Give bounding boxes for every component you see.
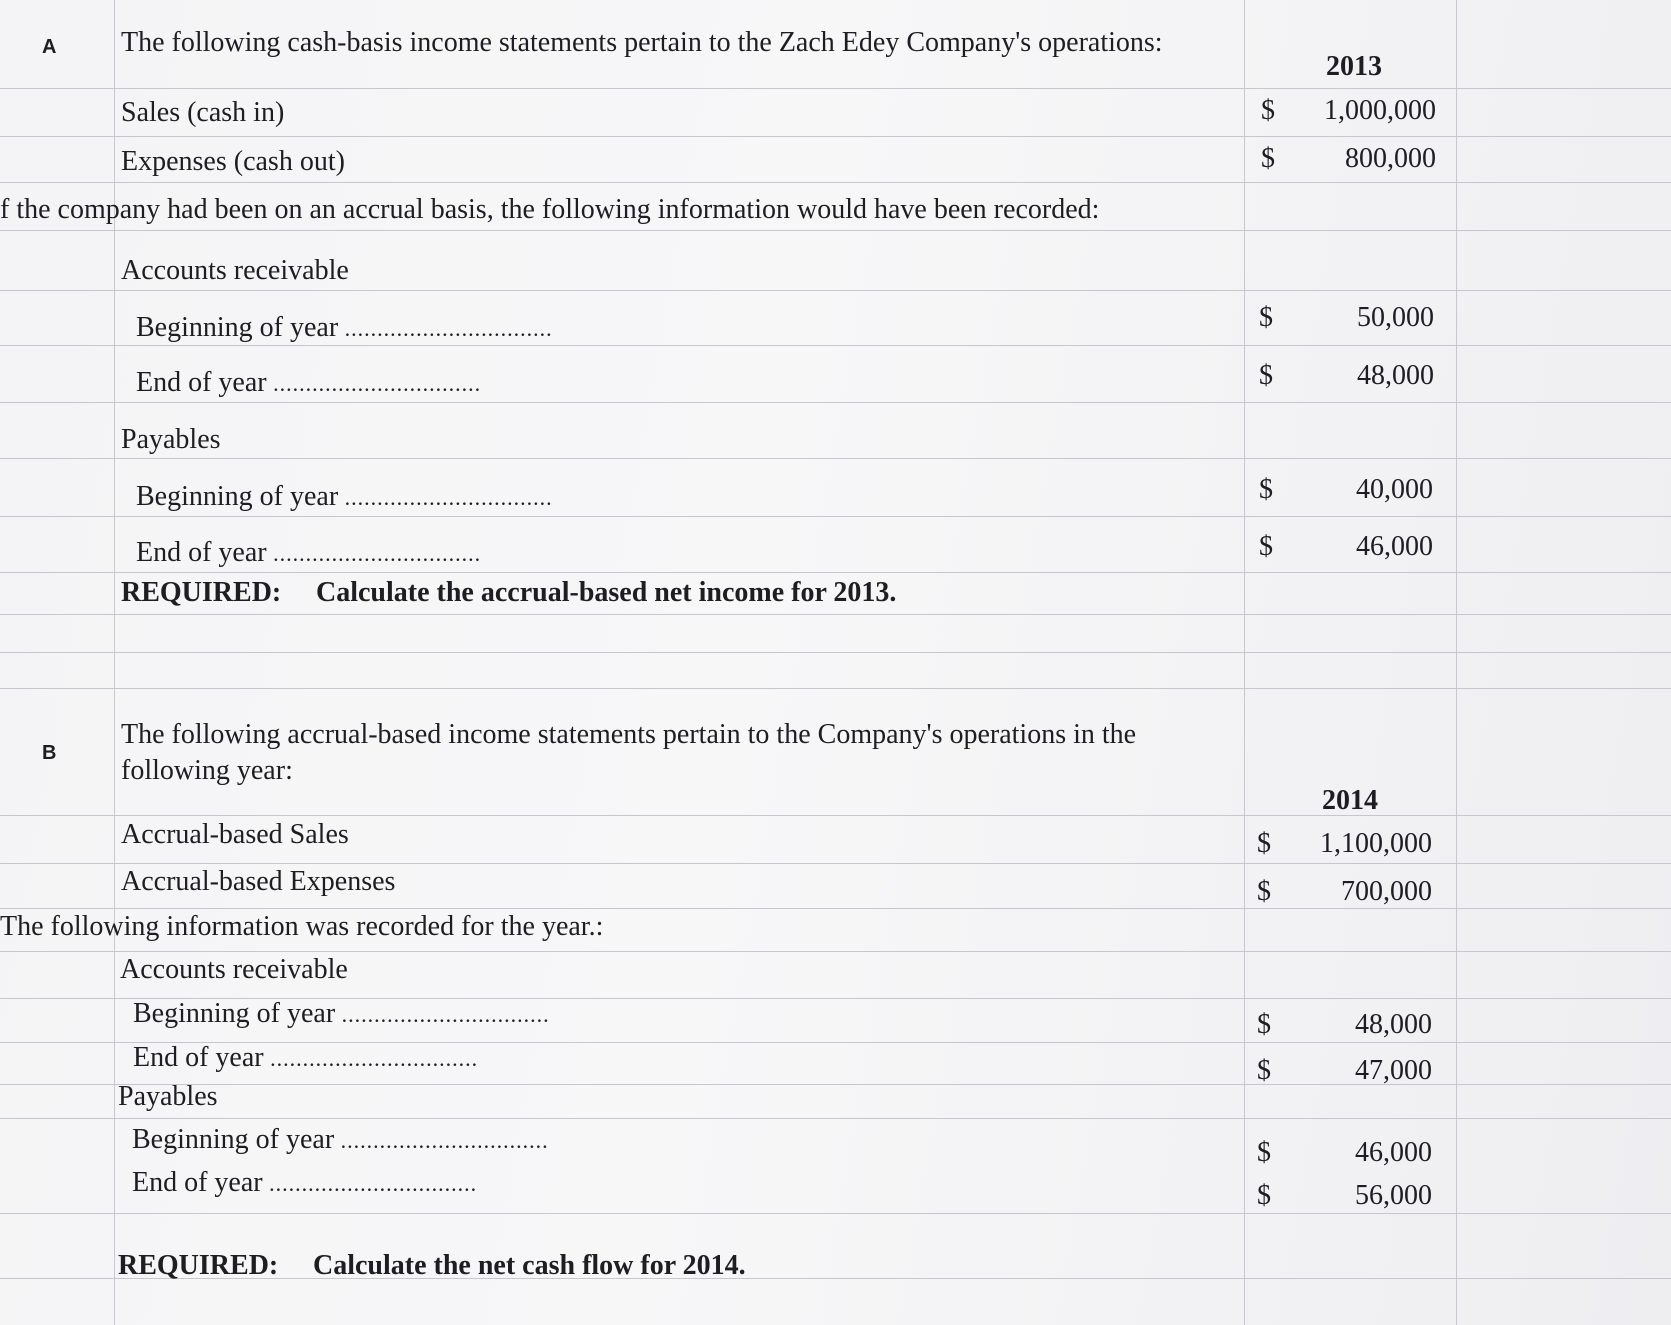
b-payables-end-label: End of year ..... — [132, 1166, 477, 1201]
grid-row-line — [0, 136, 1671, 137]
sales-cash-in-value: 1,000,000 — [1324, 95, 1436, 126]
b-receivables-beginning-currency: $ — [1257, 1009, 1271, 1040]
b-receivables-end-label: End of year ..... — [133, 1041, 478, 1076]
b-payables-end-currency: $ — [1257, 1180, 1271, 1211]
b-receivables-beginning-value: 48,000 — [1355, 1009, 1432, 1040]
section-a-label: A — [42, 36, 57, 58]
a-receivables-end-value: 48,000 — [1357, 360, 1434, 391]
grid-row-line — [0, 458, 1671, 459]
sales-cash-in-currency: $ — [1261, 95, 1275, 126]
grid-col-line — [1244, 0, 1245, 1325]
grid-row-line — [0, 815, 1671, 816]
grid-row-line — [0, 230, 1671, 231]
a-payables-end-label: End of year ..... — [136, 536, 481, 571]
b-payables-beginning-label: Beginning of year ..... — [132, 1123, 549, 1158]
grid-row-line — [0, 1213, 1671, 1214]
accrual-expenses-currency: $ — [1257, 876, 1271, 907]
section-a-year: 2013 — [1326, 51, 1382, 82]
grid-row-line — [0, 290, 1671, 291]
grid-row-line — [0, 182, 1671, 183]
info-recorded-note: The following information was recorded for the year.: — [0, 911, 604, 942]
section-a-required — [121, 576, 896, 610]
a-receivables-heading: Accounts receivable — [121, 255, 349, 286]
expenses-cash-out-label: Expenses (cash out) — [121, 146, 345, 177]
section-b-required — [118, 1249, 746, 1283]
grid-row-line — [0, 516, 1671, 517]
b-receivables-beginning-label: Beginning of year ..... — [133, 997, 550, 1032]
sales-cash-in-label: Sales (cash in) — [121, 97, 285, 128]
section-a-intro: The following cash-basis income statements pertain to the Zach Edey Company's operations: — [121, 27, 1163, 58]
accrual-expenses-value: 700,000 — [1341, 876, 1432, 907]
accrual-sales-currency: $ — [1257, 828, 1271, 859]
grid-row-line — [0, 572, 1671, 573]
a-payables-beginning-label: Beginning of year ..... — [136, 480, 553, 515]
grid-row-line — [0, 614, 1671, 615]
b-receivables-end-currency: $ — [1257, 1055, 1271, 1086]
expenses-cash-out-value: 800,000 — [1345, 143, 1436, 174]
grid-col-line — [1456, 0, 1457, 1325]
section-b-year: 2014 — [1322, 785, 1378, 816]
grid-row-line — [0, 88, 1671, 89]
b-payables-end-value: 56,000 — [1355, 1180, 1432, 1211]
required-text: Calculate the accrual-based net income for 2013. — [316, 577, 897, 608]
accrual-sales-value: 1,100,000 — [1320, 828, 1432, 859]
b-payables-beginning-value: 46,000 — [1355, 1137, 1432, 1168]
required-label: REQUIRED: — [121, 577, 282, 608]
a-receivables-end-currency: $ — [1259, 360, 1273, 391]
expenses-cash-out-currency: $ — [1261, 143, 1275, 174]
accrual-expenses-label: Accrual-based Expenses — [121, 866, 396, 897]
a-receivables-beginning-label: Beginning of year ..... — [136, 311, 553, 346]
grid-row-line — [0, 951, 1671, 952]
a-payables-heading: Payables — [121, 424, 221, 455]
a-payables-beginning-value: 40,000 — [1356, 474, 1433, 505]
section-b-label: B — [42, 742, 57, 764]
grid-row-line — [0, 688, 1671, 689]
b-receivables-end-value: 47,000 — [1355, 1055, 1432, 1086]
section-b-intro-line2: following year: — [121, 755, 293, 786]
b-receivables-heading: Accounts receivable — [120, 954, 348, 985]
a-payables-end-currency: $ — [1259, 531, 1273, 562]
grid-row-line — [0, 402, 1671, 403]
grid-row-line — [0, 1118, 1671, 1119]
a-payables-beginning-currency: $ — [1259, 474, 1273, 505]
a-receivables-beginning-currency: $ — [1259, 302, 1273, 333]
section-b-intro-line1: The following accrual-based income statements pertain to the Company's operations in the — [121, 719, 1137, 750]
accrual-sales-label: Accrual-based Sales — [121, 819, 349, 850]
accrual-basis-note: f the company had been on an accrual basis, the following information would have been recorded: — [0, 194, 1100, 225]
a-payables-end-value: 46,000 — [1356, 531, 1433, 562]
required-text: Calculate the net cash flow for 2014. — [313, 1250, 746, 1281]
required-label: REQUIRED: — [118, 1250, 279, 1281]
b-payables-heading: Payables — [118, 1081, 218, 1112]
grid-row-line — [0, 863, 1671, 864]
grid-row-line — [0, 652, 1671, 653]
a-receivables-end-label: End of year ..... — [136, 366, 481, 401]
a-receivables-beginning-value: 50,000 — [1357, 302, 1434, 333]
b-payables-beginning-currency: $ — [1257, 1137, 1271, 1168]
